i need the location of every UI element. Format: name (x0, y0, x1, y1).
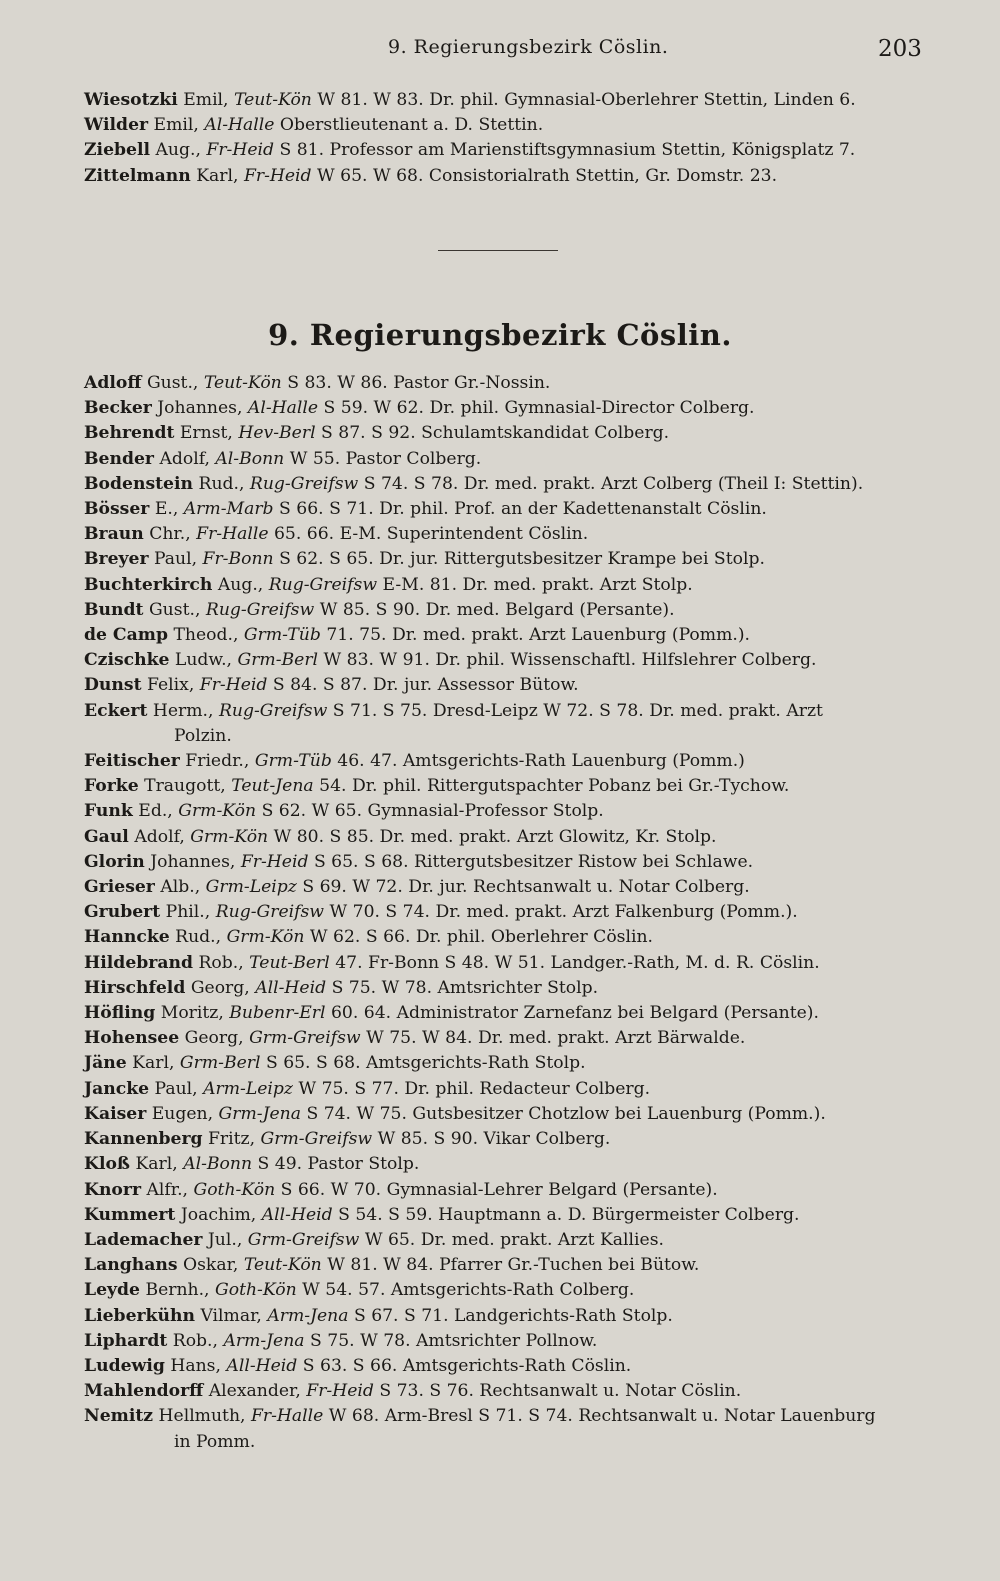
entry (84, 138, 924, 163)
entry (84, 799, 924, 824)
entry-details: W 85. S 90. Dr. med. Belgard (Persante). (319, 599, 675, 620)
entry (84, 1203, 924, 1228)
running-title: 9. Regierungsbezirk Cöslin. (388, 36, 669, 58)
entry-details: W 80. S 85. Dr. med. prakt. Arzt Glowitz, Kr. Stolp. (273, 826, 717, 847)
entry-details: S 84. S 87. Dr. jur. Assessor Bütow. (272, 675, 579, 696)
entry-name: Behrendt (84, 423, 175, 444)
entry-university: Al-Halle (247, 398, 319, 419)
entry-university: Teut-Kön (234, 90, 312, 110)
entry-university: Grm-Kön (226, 927, 305, 948)
entry-details: 71. 75. Dr. med. prakt. Arzt Lauenburg (Pomm.). (326, 625, 751, 646)
entry-university: Goth-Kön (193, 1179, 276, 1200)
entry-name: Adloff (84, 373, 142, 393)
entry-given-name: Eugen, (151, 1103, 214, 1124)
entry-university: Grm-Berl (179, 1053, 261, 1074)
entry-university: Grm-Greifsw (249, 1028, 361, 1049)
entry-given-name: Ludw., (174, 650, 233, 671)
entry-details: S 65. S 68. Amtsgerichts-Rath Stolp. (265, 1053, 586, 1074)
entry-details: S 74. S 78. Dr. med. prakt. Arzt Colberg (Theil I: Stettin). (363, 473, 864, 494)
entry-details: W 81. W 84. Pfarrer Gr.-Tuchen bei Bütow. (327, 1255, 700, 1276)
entry-given-name: Georg, (184, 1028, 244, 1049)
entry-details: E-M. 81. Dr. med. prakt. Arzt Stolp. (382, 574, 693, 595)
entry-given-name: Rob., (198, 952, 244, 973)
entry-given-name: Bernh., (145, 1280, 210, 1301)
entry-given-name: Felix, (146, 675, 195, 696)
section-heading: 9. Regierungsbezirk Cöslin. (268, 318, 732, 352)
entry-given-name: Johannes, (157, 398, 243, 419)
entry (84, 1102, 924, 1127)
entry-details: W 83. W 91. Dr. phil. Wissenschaftl. Hilfslehrer Colberg. (323, 650, 817, 671)
entry-given-name: Theod., (173, 625, 239, 646)
entry-university: Grm-Kön (190, 826, 269, 847)
entry-continuation: in Pomm. (174, 1431, 256, 1452)
entry-university: Fr-Heid (240, 851, 309, 872)
entry (84, 164, 924, 189)
entry-name: Ludewig (84, 1355, 165, 1376)
entry-details: S 63. S 66. Amtsgerichts-Rath Cöslin. (302, 1355, 632, 1376)
entry-university: All-Heid (226, 1355, 298, 1376)
entry-given-name: Ed., (138, 801, 173, 822)
entry (84, 1404, 924, 1429)
entry-name: Glorin (84, 851, 145, 872)
entry-given-name: Rob., (172, 1330, 218, 1351)
entry-details: S 65. S 68. Rittergutsbesitzer Ristow bei Schlawe. (313, 851, 754, 872)
entry (84, 976, 924, 1001)
entry-name: Hanncke (84, 927, 170, 948)
entry (84, 850, 924, 875)
entry (84, 1228, 924, 1253)
entry (84, 1051, 924, 1076)
entry-given-name: Adolf, (159, 448, 210, 469)
entry-given-name: Emil, (153, 115, 199, 136)
entry-details: W 81. W 83. Dr. phil. Gymnasial-Oberlehrer Stettin, Linden 6. (317, 90, 856, 110)
entry-name: Bösser (84, 499, 150, 520)
entry-details: S 81. Professor am Marienstiftsgymnasium Stettin, Königsplatz 7. (279, 140, 856, 161)
entry (84, 774, 924, 799)
entry-given-name: Paul, (154, 1078, 198, 1099)
entry-university: Grm-Kön (178, 801, 257, 822)
entry-name: Lademacher (84, 1229, 203, 1250)
entry-given-name: Johannes, (150, 851, 236, 872)
section-divider (438, 250, 558, 251)
entry-name: Breyer (84, 549, 149, 570)
entry-university: Rug-Greifsw (249, 473, 359, 494)
entry-details: S 62. W 65. Gymnasial-Professor Stolp. (261, 801, 604, 822)
entry-name: Hildebrand (84, 952, 193, 973)
entry (84, 1127, 924, 1152)
entry-university: Fr-Heid (306, 1381, 374, 1402)
entry (84, 673, 924, 698)
entry-details: S 71. S 75. Dresd-Leipz W 72. S 78. Dr. med. prakt. Arzt (332, 700, 823, 721)
entry (84, 497, 924, 522)
entry-name: Wilder (84, 115, 149, 136)
entry-university: Rug-Greifsw (218, 700, 328, 721)
entry (84, 447, 924, 472)
entry-university: Arm-Jena (223, 1330, 305, 1351)
entry-details: W 68. Arm-Bresl S 71. S 74. Rechtsanwalt u. Notar Lauenburg (328, 1406, 876, 1427)
entry-university: Teut-Jena (231, 776, 314, 797)
entry-given-name: Karl, (196, 165, 239, 186)
entry-name: Forke (84, 776, 139, 797)
entry-details: W 65. W 68. Consistorialrath Stettin, Gr. Domstr. 23. (317, 165, 778, 186)
entry-given-name: Oskar, (183, 1255, 239, 1276)
entry-university: Al-Bonn (215, 448, 285, 469)
entry (84, 623, 924, 648)
entry (84, 1178, 924, 1203)
entry-university: Goth-Kön (215, 1280, 297, 1301)
entry-name: Kummert (84, 1204, 176, 1225)
entry (84, 1077, 924, 1102)
entry-name: Jäne (84, 1053, 127, 1074)
entry-details: 47. Fr-Bonn S 48. W 51. Landger.-Rath, M. d. R. Cöslin. (335, 952, 820, 973)
entry-given-name: Moritz, (160, 1003, 224, 1024)
entry-name: Wiesotzki (84, 90, 178, 110)
entry-given-name: Chr., (149, 524, 191, 545)
entry-given-name: Traugott, (144, 776, 226, 797)
entry-university: Fr-Bonn (202, 549, 274, 570)
entry-given-name: Gust., (148, 599, 201, 620)
entry-university: Fr-Halle (196, 524, 269, 545)
entry-given-name: Emil, (183, 90, 229, 110)
entry (84, 1152, 924, 1177)
entry-university: Grm-Greifsw (260, 1129, 373, 1150)
entry-given-name: Vilmar, (200, 1305, 262, 1326)
entry (84, 825, 924, 850)
entry-details: W 75. S 77. Dr. phil. Redacteur Colberg. (298, 1078, 651, 1099)
entry-given-name: Hans, (170, 1355, 221, 1376)
entry-details: S 75. W 78. Amtsrichter Pollnow. (310, 1330, 598, 1351)
entry-details: 60. 64. Administrator Zarnefanz bei Belgard (Persante). (330, 1003, 819, 1024)
entry-given-name: Jul., (207, 1229, 243, 1250)
entry-name: Dunst (84, 675, 142, 696)
entry-details: S 87. S 92. Schulamtskandidat Colberg. (321, 423, 670, 444)
entry-university: Fr-Heid (199, 675, 268, 696)
entry (84, 522, 924, 547)
entry-details: S 69. W 72. Dr. jur. Rechtsanwalt u. Notar Colberg. (302, 877, 750, 898)
entry-details: S 66. S 71. Dr. phil. Prof. an der Kadettenanstalt Cöslin. (279, 499, 767, 520)
entry (84, 648, 924, 673)
entry (84, 88, 924, 113)
entry-details: 54. Dr. phil. Rittergutspachter Pobanz bei Gr.-Tychow. (319, 776, 790, 797)
entry-name: Liphardt (84, 1330, 168, 1351)
entry-name: Mahlendorff (84, 1381, 204, 1402)
entry-details: S 75. W 78. Amtsrichter Stolp. (331, 977, 599, 998)
entry-university: Fr-Heid (243, 165, 312, 186)
entry (84, 1278, 924, 1303)
entry-university: Grm-Tüb (243, 625, 321, 646)
entry-list-previous-district (84, 88, 924, 189)
entry-given-name: Rud., (198, 473, 245, 494)
entry-details: S 74. W 75. Gutsbesitzer Chotzlow bei Lauenburg (Pomm.). (306, 1103, 826, 1124)
entry-university: Rug-Greifsw (205, 599, 315, 620)
entry (84, 1304, 924, 1329)
entry-name: Grieser (84, 877, 155, 898)
entry (84, 371, 924, 396)
entry (84, 573, 924, 598)
entry-given-name: Gust., (146, 373, 199, 393)
entry-details: S 59. W 62. Dr. phil. Gymnasial-Director Colberg. (323, 398, 755, 419)
entry-name: Gaul (84, 826, 129, 847)
entry-university: Rug-Greifsw (215, 902, 325, 923)
entry-name: Höfling (84, 1003, 156, 1024)
entry-given-name: Fritz, (208, 1129, 256, 1150)
entry (84, 113, 924, 138)
entry-given-name: Paul, (153, 549, 198, 570)
entry-name: Jancke (84, 1078, 150, 1099)
entry-given-name: Herm., (152, 700, 214, 721)
entry-name: Kloß (84, 1154, 130, 1175)
entry-name: Leyde (84, 1280, 140, 1301)
entry-name: Czischke (84, 650, 170, 671)
entry-details: W 65. Dr. med. prakt. Arzt Kallies. (364, 1229, 664, 1250)
entry-name: Zittelmann (84, 165, 191, 186)
entry (84, 1329, 924, 1354)
entry-name: Eckert (84, 700, 148, 721)
entry-given-name: Alb., (160, 877, 201, 898)
entry-name: Buchterkirch (84, 574, 213, 595)
entry-university: Grm-Berl (237, 650, 319, 671)
entry-details: W 55. Pastor Colberg. (289, 448, 482, 469)
entry-university: Grm-Leipz (205, 877, 297, 898)
entry-details: W 62. S 66. Dr. phil. Oberlehrer Cöslin. (309, 927, 654, 948)
entry-name: Kannenberg (84, 1129, 203, 1150)
entry-name: Bodenstein (84, 473, 194, 494)
entry-details: S 67. S 71. Landgerichts-Rath Stolp. (353, 1305, 673, 1326)
entry-details: W 85. S 90. Vikar Colberg. (377, 1129, 611, 1150)
entry-given-name: Karl, (135, 1154, 178, 1175)
entry-details: S 49. Pastor Stolp. (257, 1154, 420, 1175)
entry-name: Hirschfeld (84, 977, 186, 998)
entry-details: Oberstlieutenant a. D. Stettin. (279, 115, 544, 136)
entry-university: Fr-Heid (206, 140, 274, 161)
entry-given-name: E., (154, 499, 179, 520)
entry (84, 699, 924, 724)
entry (84, 547, 924, 572)
entry-university: Arm-Jena (267, 1305, 349, 1326)
entry-university: All-Heid (255, 977, 327, 998)
entry-university: Al-Halle (204, 115, 275, 136)
entry (84, 598, 924, 623)
page-number: 203 (878, 36, 922, 62)
entry-given-name: Hellmuth, (158, 1406, 246, 1427)
entry (84, 1354, 924, 1379)
entry-given-name: Alexander, (208, 1381, 301, 1402)
entry-name: Bundt (84, 599, 144, 620)
entry-list-coeslin (84, 371, 924, 1455)
entry-given-name: Joachim, (180, 1204, 257, 1225)
entry-university: Grm-Greifsw (247, 1229, 360, 1250)
entry-name: Lieberkühn (84, 1305, 195, 1326)
entry-details: S 66. W 70. Gymnasial-Lehrer Belgard (Persante). (280, 1179, 718, 1200)
entry-university: Grm-Tüb (254, 751, 332, 772)
running-header (0, 36, 1000, 66)
entry-given-name: Adolf, (134, 826, 185, 847)
entry-university: Bubenr-Erl (229, 1003, 326, 1024)
entry-given-name: Alfr., (146, 1179, 189, 1200)
entry-continuation: Polzin. (174, 725, 232, 746)
entry (84, 421, 924, 446)
entry-given-name: Ernst, (179, 423, 233, 444)
entry-university: Arm-Leipz (203, 1078, 293, 1099)
entry (84, 1026, 924, 1051)
entry-name: Funk (84, 801, 133, 822)
entry-given-name: Phil., (165, 902, 211, 923)
entry-given-name: Friedr., (185, 751, 250, 772)
entry-given-name: Karl, (132, 1053, 175, 1074)
entry-details: 65. 66. E-M. Superintendent Cöslin. (273, 524, 589, 545)
entry-name: Becker (84, 398, 152, 419)
entry (84, 900, 924, 925)
entry-university: All-Heid (261, 1204, 333, 1225)
entry-university: Arm-Marb (183, 499, 274, 520)
entry-given-name: Rud., (175, 927, 222, 948)
entry-name: Nemitz (84, 1406, 154, 1427)
entry-given-name: Georg, (190, 977, 250, 998)
entry-name: de Camp (84, 625, 168, 646)
entry (84, 925, 924, 950)
entry (84, 875, 924, 900)
entry-name: Ziebell (84, 140, 151, 161)
entry-details: W 54. 57. Amtsgerichts-Rath Colberg. (302, 1280, 635, 1301)
entry-details: S 62. S 65. Dr. jur. Rittergutsbesitzer Krampe bei Stolp. (279, 549, 765, 570)
entry-given-name: Aug., (155, 140, 201, 161)
entry-name: Bender (84, 448, 154, 469)
entry-university: Al-Bonn (183, 1154, 253, 1175)
entry (84, 472, 924, 497)
entry-university: Grm-Jena (218, 1103, 301, 1124)
entry-name: Knorr (84, 1179, 142, 1200)
entry-details: S 73. S 76. Rechtsanwalt u. Notar Cöslin. (379, 1381, 742, 1402)
entry-details: W 70. S 74. Dr. med. prakt. Arzt Falkenburg (Pomm.). (329, 902, 798, 923)
entry-university: Rug-Greifsw (268, 574, 378, 595)
entry-name: Kaiser (84, 1103, 147, 1124)
entry-details: W 75. W 84. Dr. med. prakt. Arzt Bärwalde. (366, 1028, 746, 1049)
entry-name: Feitischer (84, 751, 180, 772)
entry-university: Teut-Berl (249, 952, 330, 973)
entry-name: Braun (84, 524, 144, 545)
entry (84, 1379, 924, 1404)
entry-given-name: Aug., (217, 574, 264, 595)
entry-details: 46. 47. Amtsgerichts-Rath Lauenburg (Pomm.) (337, 751, 745, 772)
entry-name: Hohensee (84, 1028, 180, 1049)
entry-name: Grubert (84, 902, 161, 923)
entry-university: Teut-Kön (203, 373, 282, 393)
entry-name: Langhans (84, 1255, 178, 1276)
entry (84, 396, 924, 421)
entry (84, 951, 924, 976)
entry (84, 1001, 924, 1026)
entry-university: Teut-Kön (243, 1255, 322, 1276)
entry-details: S 83. W 86. Pastor Gr.-Nossin. (287, 373, 551, 393)
entry (84, 749, 924, 774)
entry-university: Fr-Halle (250, 1406, 324, 1427)
entry-details: S 54. S 59. Hauptmann a. D. Bürgermeister Colberg. (338, 1204, 800, 1225)
entry-university: Hev-Berl (238, 423, 316, 444)
entry (84, 1253, 924, 1278)
